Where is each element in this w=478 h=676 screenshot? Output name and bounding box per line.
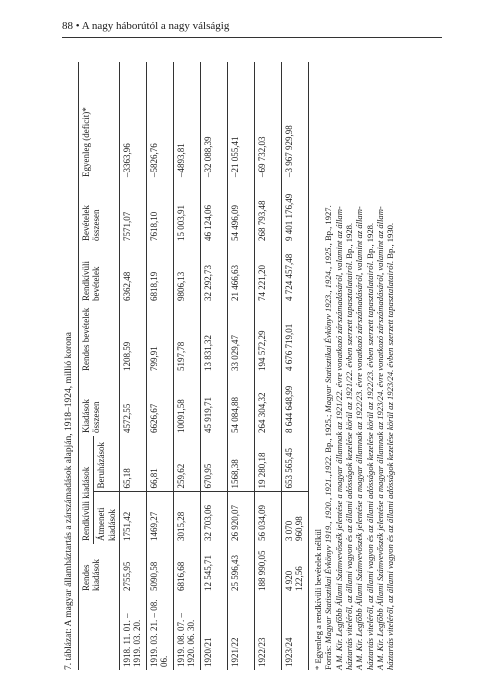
cell-beruhazas: 259,62 — [174, 436, 201, 492]
cell-period: 1922/23 — [255, 594, 282, 670]
table-row — [282, 62, 309, 670]
cell-bevetel-osszesen: 9 401 176,49 — [282, 180, 309, 244]
cell-bevetel-osszesen: 7618,10 — [147, 180, 174, 244]
footnote: * Egyenleg a rendkívüli bevételek nélkül — [313, 528, 324, 670]
cell-rendes-bevetel: 1208,59 — [120, 304, 147, 374]
cell-rendkivuli-bevetel: 6362,48 — [120, 244, 147, 304]
source-imprint: Bp., 1927. — [323, 205, 334, 244]
col-rendkivuli-kiadasok: Rendkívüli kiadások — [79, 436, 94, 544]
cell-rendes: 5090,58 — [147, 544, 174, 594]
cell-egyenleg: –3 967 929,98 — [282, 62, 309, 180]
col-bevetelek-osszesen: Bevételek összesen — [79, 180, 120, 244]
cell-atmeneti: 1751,42 — [120, 492, 147, 544]
cell-egyenleg: –69 732,03 — [255, 62, 282, 180]
cell-beruhazas: 66,81 — [147, 436, 174, 492]
source-line — [375, 62, 385, 670]
cell-bevetel-osszesen: 54 496,09 — [228, 180, 255, 244]
cell-kiadas-osszesen: 10091,58 — [174, 374, 201, 436]
cell-beruhazas: 19 280,18 — [255, 436, 282, 492]
col-egyenleg: Egyenleg (deficit)* — [79, 62, 120, 180]
table-caption: 7. táblázat: A magyar államháztartás a zárszámadások alapján, 1918–1924, millió korona — [64, 332, 74, 670]
cell-rendkivuli-bevetel: 74 221,20 — [255, 244, 282, 304]
cell-rendes-bevetel: 5197,78 — [174, 304, 201, 374]
cell-rendkivuli-bevetel: 32 292,73 — [201, 244, 228, 304]
cell-rendes: 2755,95 — [120, 544, 147, 594]
table-row — [120, 62, 147, 670]
cell-beruhazas: 1568,38 — [228, 436, 255, 492]
cell-rendkivuli-bevetel: 6818,19 — [147, 244, 174, 304]
sources-label: Forrás: — [323, 643, 334, 670]
table-row — [147, 62, 174, 670]
table-row — [174, 62, 201, 670]
source-text: háztartás viteléről, az állami vagyon és az állami adósságok kezelése körül az 1921/22. évben szerzett tapasztalatairól. — [343, 260, 354, 670]
col-rendes-bevetelek: Rendes bevételek — [79, 304, 120, 374]
page-number: 88 — [62, 20, 73, 32]
source-imprint: Bp., 1928. — [364, 222, 375, 261]
source-imprint: Bp., 1928. — [343, 222, 354, 261]
cell-beruhazas: 670,95 — [201, 436, 228, 492]
source-line — [334, 62, 344, 670]
cell-period: 1923/24 — [282, 594, 309, 670]
source-line — [344, 62, 354, 670]
cell-atmeneti: 32 703,06 — [201, 492, 228, 544]
col-period — [79, 594, 120, 670]
cell-egyenleg: –32 088,39 — [201, 62, 228, 180]
cell-egyenleg: –3363,96 — [120, 62, 147, 180]
cell-rendkivuli-bevetel: 4 724 457,48 — [282, 244, 309, 304]
source-line — [385, 62, 395, 670]
table-row — [228, 62, 255, 670]
cell-atmeneti: 3015,28 — [174, 492, 201, 544]
cell-period: 1920/21 — [201, 594, 228, 670]
cell-atmeneti: 1469,27 — [147, 492, 174, 544]
source-imprint: Bp., 1925.; — [323, 412, 334, 455]
sources-line — [323, 62, 333, 670]
cell-period: 1918. 11. 01. – 1919. 03. 20. — [120, 594, 147, 670]
source-text: A M. Kir. Legfőbb Állami Számvevőszék jelentése a magyar államnak az 1923/24. évre vonatkozó zárszámadásáról, valamint az állam- — [374, 206, 385, 670]
header-separator: • — [75, 20, 80, 32]
cell-period: 1921/22 — [228, 594, 255, 670]
cell-period: 1919. 08. 07. – 1920. 06. 30. — [174, 594, 201, 670]
cell-bevetel-osszesen: 15 003,91 — [174, 180, 201, 244]
source-line — [354, 62, 364, 670]
col-rendkivuli-bevetelek: Rendkívüli bevételek — [79, 244, 120, 304]
cell-rendes: 4 920 122,56 — [282, 544, 309, 594]
cell-egyenleg: –21 055,41 — [228, 62, 255, 180]
table-notes — [313, 62, 396, 670]
source-line — [365, 62, 375, 670]
source-text: A M. Kir. Legfőbb Állami Számvevőszék jelentése a magyar államnak az 1921/22. évre vonatkozó zárszámadásáról, valamint az állam- — [333, 206, 344, 670]
cell-bevetel-osszesen: 46 124,06 — [201, 180, 228, 244]
cell-rendkivuli-bevetel: 9806,13 — [174, 244, 201, 304]
cell-bevetel-osszesen: 7571,07 — [120, 180, 147, 244]
header-row-1 — [79, 62, 94, 670]
cell-rendes-bevetel: 194 572,29 — [255, 304, 282, 374]
cell-atmeneti: 3 070 960,98 — [282, 492, 309, 544]
col-beruhazasok: Beruházások — [94, 436, 120, 492]
running-title: A nagy háborútól a nagy válságig — [81, 20, 230, 32]
cell-kiadas-osszesen: 54 084,88 — [228, 374, 255, 436]
cell-atmeneti: 56 034,09 — [255, 492, 282, 544]
source-text: háztartás viteléről, az állami vagyon és az állami adósságok kezelése körül az 1923/24. évben szerzett tapasztalatairól. — [385, 260, 396, 670]
cell-egyenleg: –4893,81 — [174, 62, 201, 180]
cell-atmeneti: 26 920,07 — [228, 492, 255, 544]
cell-rendes: 25 596,43 — [228, 544, 255, 594]
budget-table — [78, 62, 309, 670]
cell-beruhazas: 653 565,45 — [282, 436, 309, 492]
table-row — [201, 62, 228, 670]
cell-kiadas-osszesen: 4572,55 — [120, 374, 147, 436]
source-text: A M. Kir. Legfőbb Állami Számvevőszék jelentése a magyar államnak az 1922/23. évre vonatkozó zárszámadásáról, valamint az állam- — [354, 206, 365, 670]
source-title: Magyar Statisztikai Évkönyv 1923., 1924., 1925., — [323, 243, 334, 413]
running-header — [62, 20, 442, 32]
cell-kiadas-osszesen: 264 304,32 — [255, 374, 282, 436]
cell-kiadas-osszesen: 8 644 648,99 — [282, 374, 309, 436]
table-row — [255, 62, 282, 670]
source-title: Magyar Statisztikai Évkönyv 1919., 1920., 1921.,1922. — [323, 454, 334, 644]
cell-rendes: 6816,68 — [174, 544, 201, 594]
cell-rendes-bevetel: 13 831,32 — [201, 304, 228, 374]
cell-bevetel-osszesen: 268 793,48 — [255, 180, 282, 244]
source-text: háztartás viteléről, az állami vagyon és az állami adósságok kezelése körül az 1922/23. évben szerzett tapasztalatairól. — [364, 260, 375, 670]
header-rule — [62, 37, 442, 38]
cell-beruhazas: 65,18 — [120, 436, 147, 492]
cell-rendes-bevetel: 33 029,47 — [228, 304, 255, 374]
source-imprint: Bp., 1930. — [385, 222, 396, 261]
cell-period: 1919. 03. 21. – 08. 06. — [147, 594, 174, 670]
cell-rendkivuli-bevetel: 21 466,63 — [228, 244, 255, 304]
cell-rendes: 188 990,05 — [255, 544, 282, 594]
cell-rendes: 12 545,71 — [201, 544, 228, 594]
cell-egyenleg: –5826,76 — [147, 62, 174, 180]
cell-kiadas-osszesen: 45 919,71 — [201, 374, 228, 436]
col-kiadasok-osszesen: Kiadások összesen — [79, 374, 120, 436]
cell-rendes-bevetel: 799,91 — [147, 304, 174, 374]
col-rendes-kiadasok: Rendes kiadások — [79, 544, 120, 594]
rotated-table-block — [64, 62, 444, 670]
col-atmeneti-kiadasok: Átmeneti kiadások — [94, 492, 120, 544]
cell-kiadas-osszesen: 6626,67 — [147, 374, 174, 436]
cell-rendes-bevetel: 4 676 719,01 — [282, 304, 309, 374]
